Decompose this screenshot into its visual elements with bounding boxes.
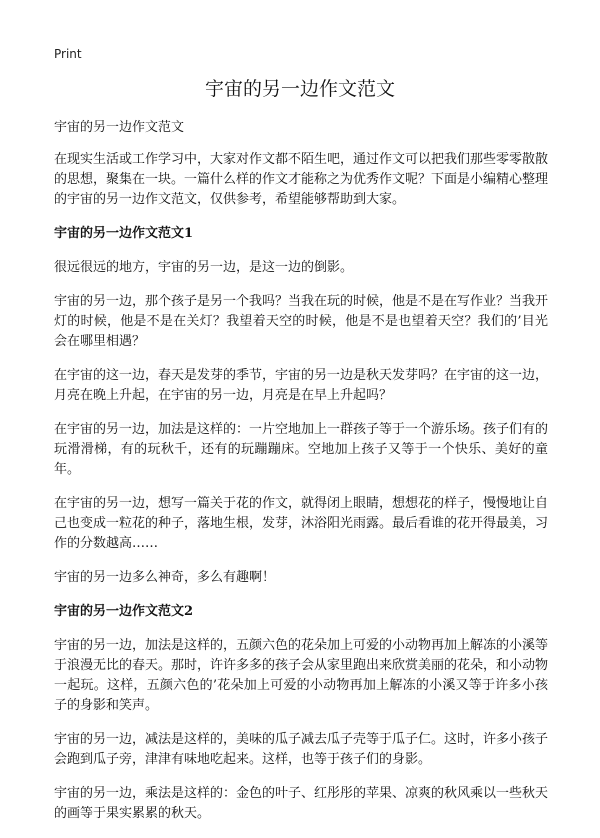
section-heading-1: 宇宙的另一边作文范文1 <box>54 226 194 241</box>
section-1-paragraph-5: 在宇宙的另一边，想写一篇关于花的作文，就得闭上眼睛，想想花的样子，慢慢地让自己也变成一粒花的种子，落地生根，发芽，沐浴阳光雨露。最后看谁的花开得最美，习作的分数越高…… <box>54 496 549 551</box>
page-title: 宇宙的另一边作文范文 <box>204 78 395 100</box>
intro-paragraph: 在现实生活或工作学习中，大家对作文都不陌生吧，通过作文可以把我们那些零零散散的思想，聚集在一块。一篇什么样的作文才能称之为优秀作文呢？下面是小编精心整理的宇宙的另一边作文范文，仅供参考，希望能够帮助到大家。 <box>54 152 549 207</box>
section-1-paragraph-1: 很远很远的地方，宇宙的另一边，是这一边的倒影。 <box>54 260 354 275</box>
section-1-paragraph-6: 宇宙的另一边多么神奇，多么有趣啊！ <box>54 570 276 585</box>
section-2-paragraph-2: 宇宙的另一边，减法是这样的，美味的瓜子减去瓜子壳等于瓜子仁。这时，许多小孩子会跑到瓜子旁，津津有味地吃起来。这样，也等于孩子们的身影。 <box>54 732 549 767</box>
section-1-paragraph-4: 在宇宙的另一边，加法是这样的：一片空地加上一群孩子等于一个游乐场。孩子们有的玩滑滑梯，有的玩秋千，还有的玩蹦蹦床。空地加上孩子又等于一个快乐、美好的童年。 <box>54 422 549 477</box>
section-1-paragraph-2: 宇宙的另一边，那个孩子是另一个我吗？当我在玩的时候，他是不是在写作业？当我开灯的时候，他是不是在关灯？我望着天空的时候，他是不是也望着天空？我们的’目光会在哪里相遇？ <box>54 294 549 349</box>
article-subtitle: 宇宙的另一边作文范文 <box>54 120 185 135</box>
section-1-paragraph-3: 在宇宙的这一边，春天是发芽的季节，宇宙的另一边是秋天发芽吗？在宇宙的这一边，月亮在晚上升起，在宇宙的另一边，月亮是在早上升起吗？ <box>54 368 549 403</box>
section-2-paragraph-3: 宇宙的另一边，乘法是这样的：金色的叶子、红彤彤的苹果、凉爽的秋风乘以一些秋天的画等于果实累累的秋天。 <box>54 786 549 821</box>
print-link[interactable]: Print <box>54 47 82 61</box>
section-heading-2: 宇宙的另一边作文范文2 <box>54 604 194 619</box>
article-body <box>54 118 548 838</box>
section-2-paragraph-1: 宇宙的另一边，加法是这样的，五颜六色的花朵加上可爱的小动物再加上解冻的小溪等于浪漫无比的春天。那时，许许多多的孩子会从家里跑出来欣赏美丽的花朵，和小动物一起玩。这样，五颜六色的’花朵加上可爱的小动物再加上解冻的小溪又等于许多小孩子的身影和笑声。 <box>54 638 549 713</box>
